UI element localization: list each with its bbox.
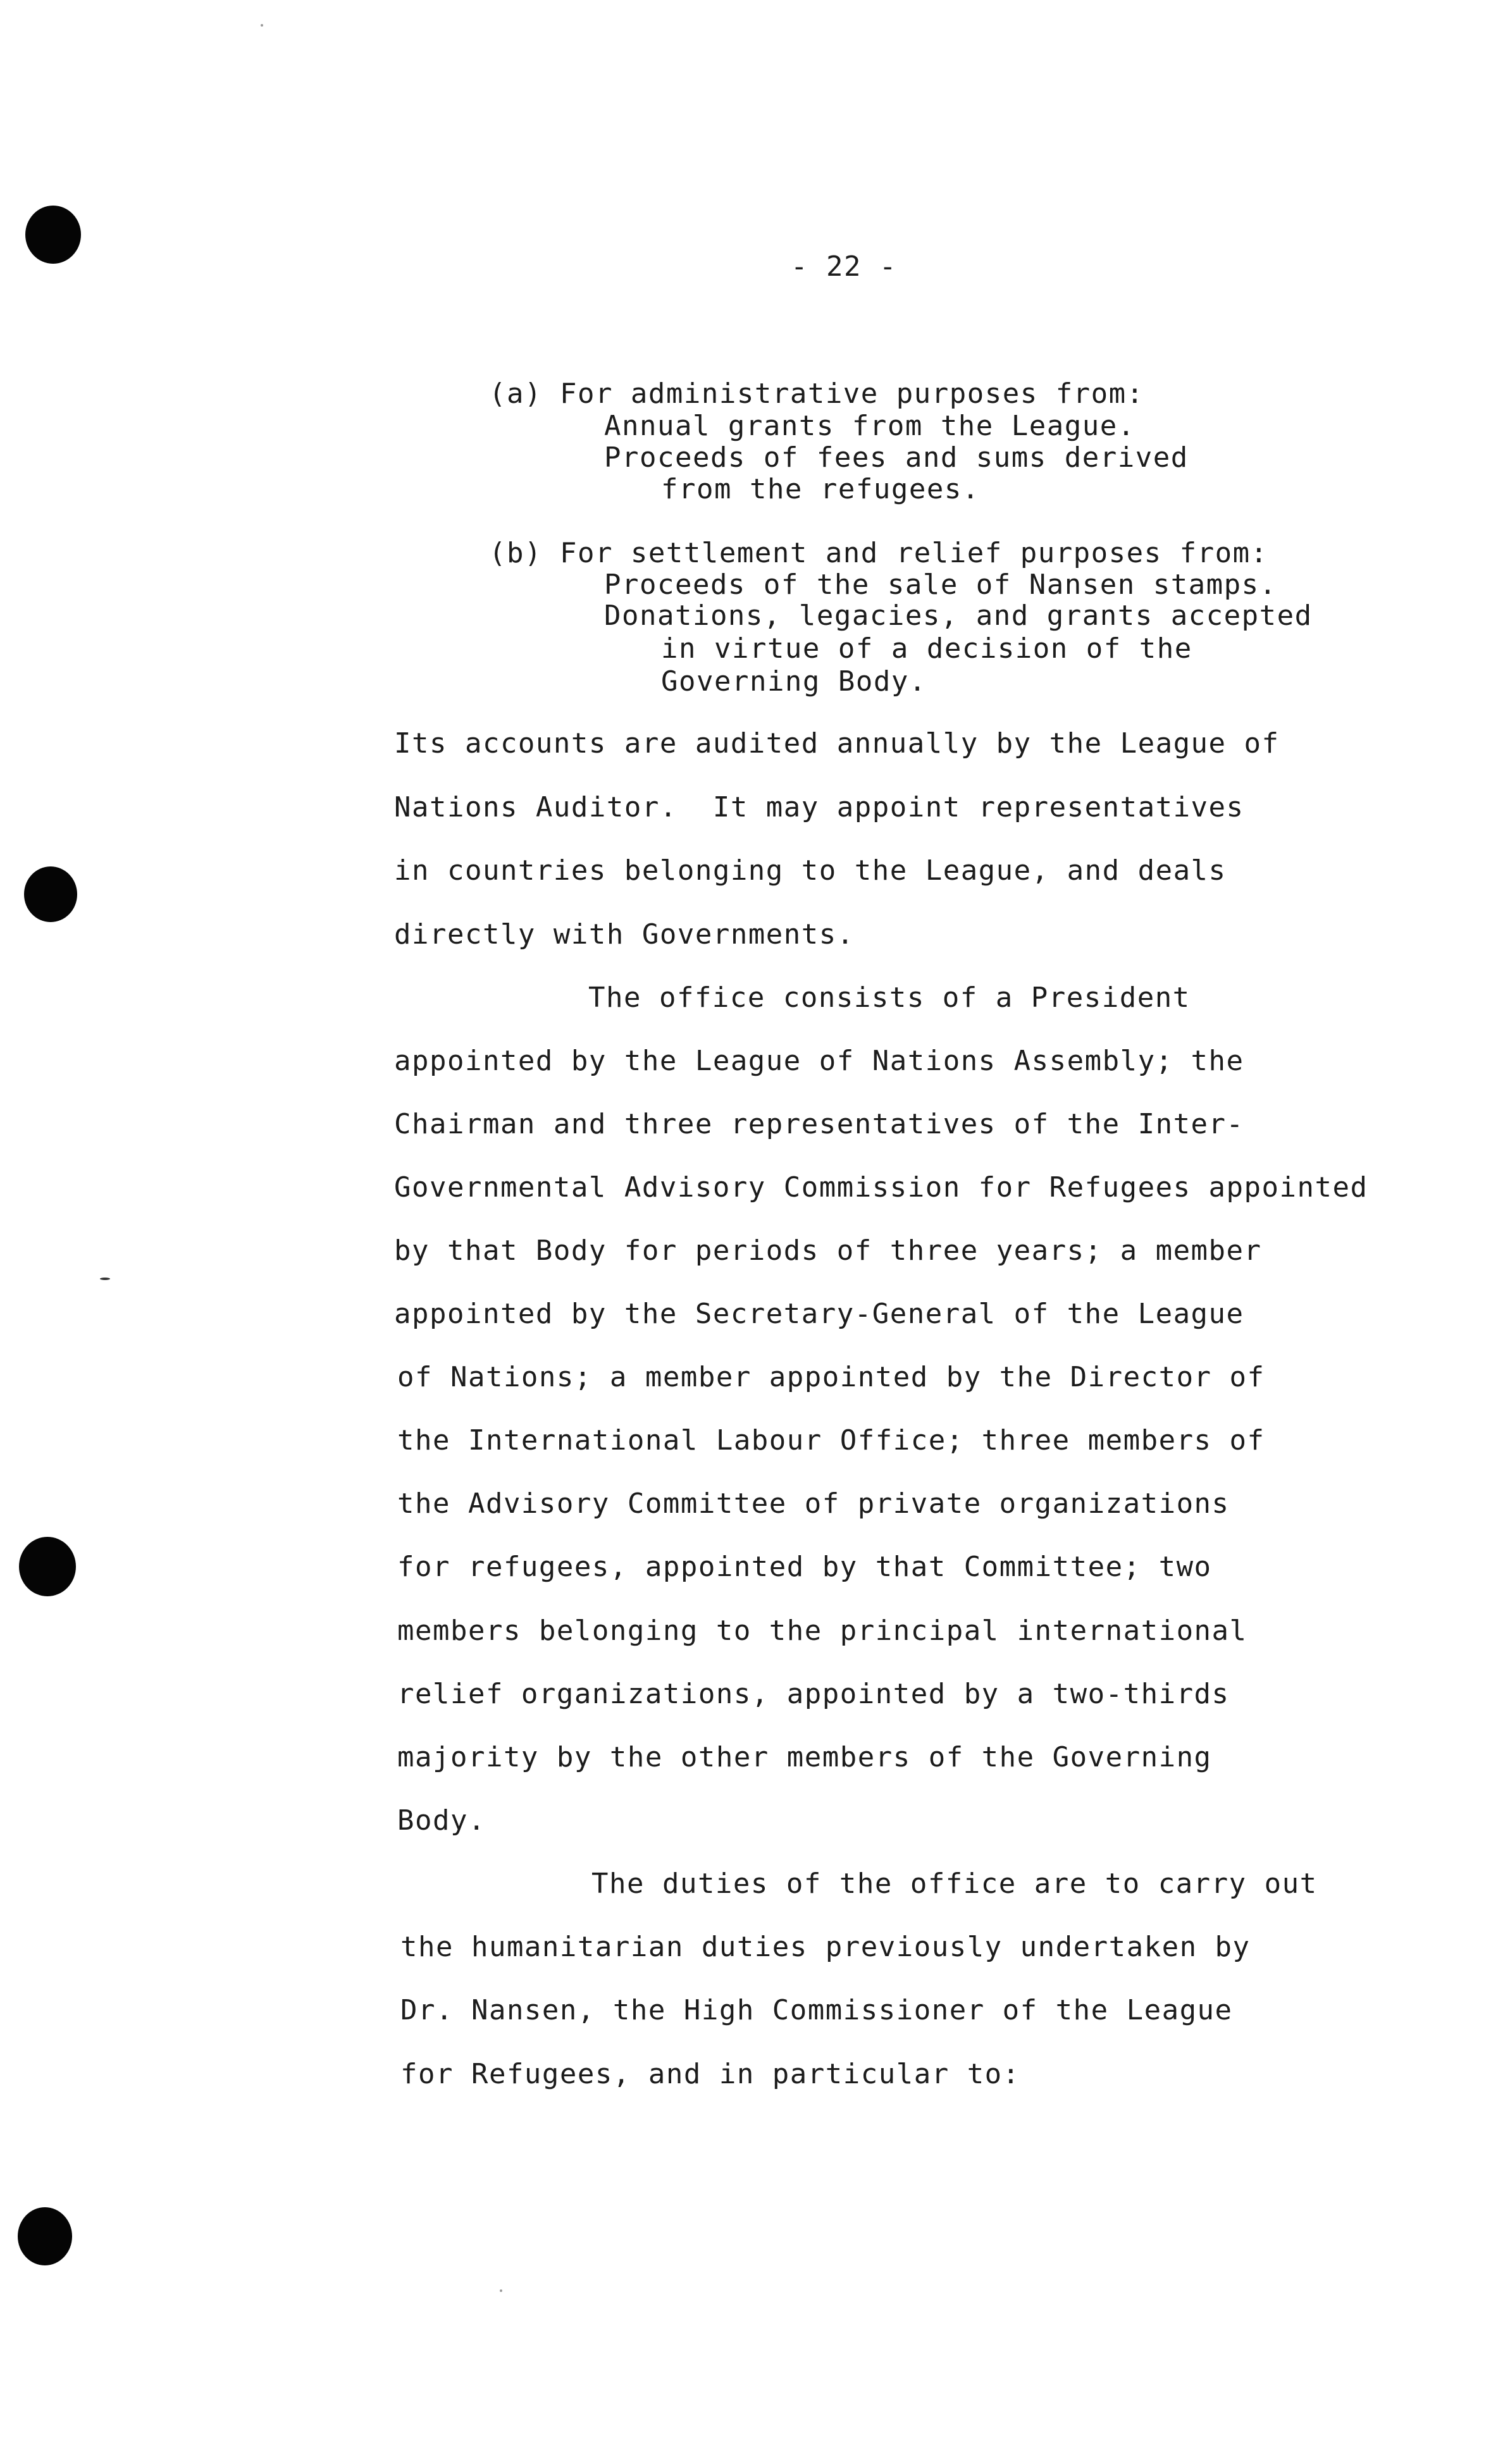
- paragraph-line: appointed by the League of Nations Assembly; the: [394, 1045, 1244, 1077]
- paragraph-line: Governmental Advisory Commission for Refugees appointed: [394, 1171, 1368, 1204]
- paragraph-line: for refugees, appointed by that Committee; two: [397, 1551, 1212, 1583]
- punch-hole-1: [25, 206, 81, 264]
- paragraph-line: Nations Auditor. It may appoint representatives: [394, 791, 1244, 823]
- list-item-b-heading: (b) For settlement and relief purposes from:: [489, 537, 1268, 569]
- paragraph-line: directly with Governments.: [394, 918, 855, 951]
- paragraph-line: the Advisory Committee of private organizations: [397, 1488, 1230, 1520]
- paragraph-line: Its accounts are audited annually by the League of: [394, 727, 1280, 760]
- scan-speck: [500, 2289, 502, 2292]
- list-item-a-line: Annual grants from the League.: [604, 410, 1136, 442]
- list-item-b-line: Proceeds of the sale of Nansen stamps.: [604, 569, 1277, 601]
- list-item-b-line: in virtue of a decision of the: [661, 632, 1192, 665]
- paragraph-line: by that Body for periods of three years; a member: [394, 1235, 1262, 1267]
- list-item-a-heading: (a) For administrative purposes from:: [489, 378, 1144, 410]
- paragraph-line: in countries belonging to the League, and deals: [394, 854, 1227, 887]
- page-number: - 22 -: [791, 250, 897, 283]
- paragraph-line: The office consists of a President: [588, 982, 1191, 1014]
- paragraph-line: members belonging to the principal international: [397, 1615, 1247, 1647]
- paragraph-line: the International Labour Office; three members of: [397, 1424, 1265, 1457]
- paragraph-line: relief organizations, appointed by a two-thirds: [397, 1678, 1230, 1710]
- paragraph-line: The duties of the office are to carry out: [591, 1868, 1318, 1900]
- scan-speck: [100, 1278, 110, 1280]
- list-item-b-line: Donations, legacies, and grants accepted: [604, 600, 1313, 632]
- paragraph-line: the humanitarian duties previously undertaken by: [400, 1931, 1251, 1963]
- punch-hole-2: [24, 866, 77, 922]
- paragraph-line: Chairman and three representatives of the Inter-: [394, 1108, 1244, 1140]
- paragraph-line: for Refugees, and in particular to:: [400, 2058, 1020, 2090]
- list-item-a-line: Proceeds of fees and sums derived: [604, 441, 1189, 474]
- paragraph-line: appointed by the Secretary-General of the League: [394, 1298, 1244, 1330]
- paragraph-line: Dr. Nansen, the High Commissioner of the League: [400, 1994, 1233, 2026]
- paragraph-line: Body.: [397, 1804, 486, 1837]
- paragraph-line: majority by the other members of the Governing: [397, 1741, 1212, 1773]
- punch-hole-4: [18, 2207, 72, 2265]
- scan-speck: [261, 24, 263, 27]
- list-item-b-line: Governing Body.: [661, 665, 927, 698]
- list-item-a-line: from the refugees.: [661, 473, 980, 505]
- punch-hole-3: [19, 1537, 76, 1596]
- paragraph-line: of Nations; a member appointed by the Director of: [397, 1361, 1265, 1393]
